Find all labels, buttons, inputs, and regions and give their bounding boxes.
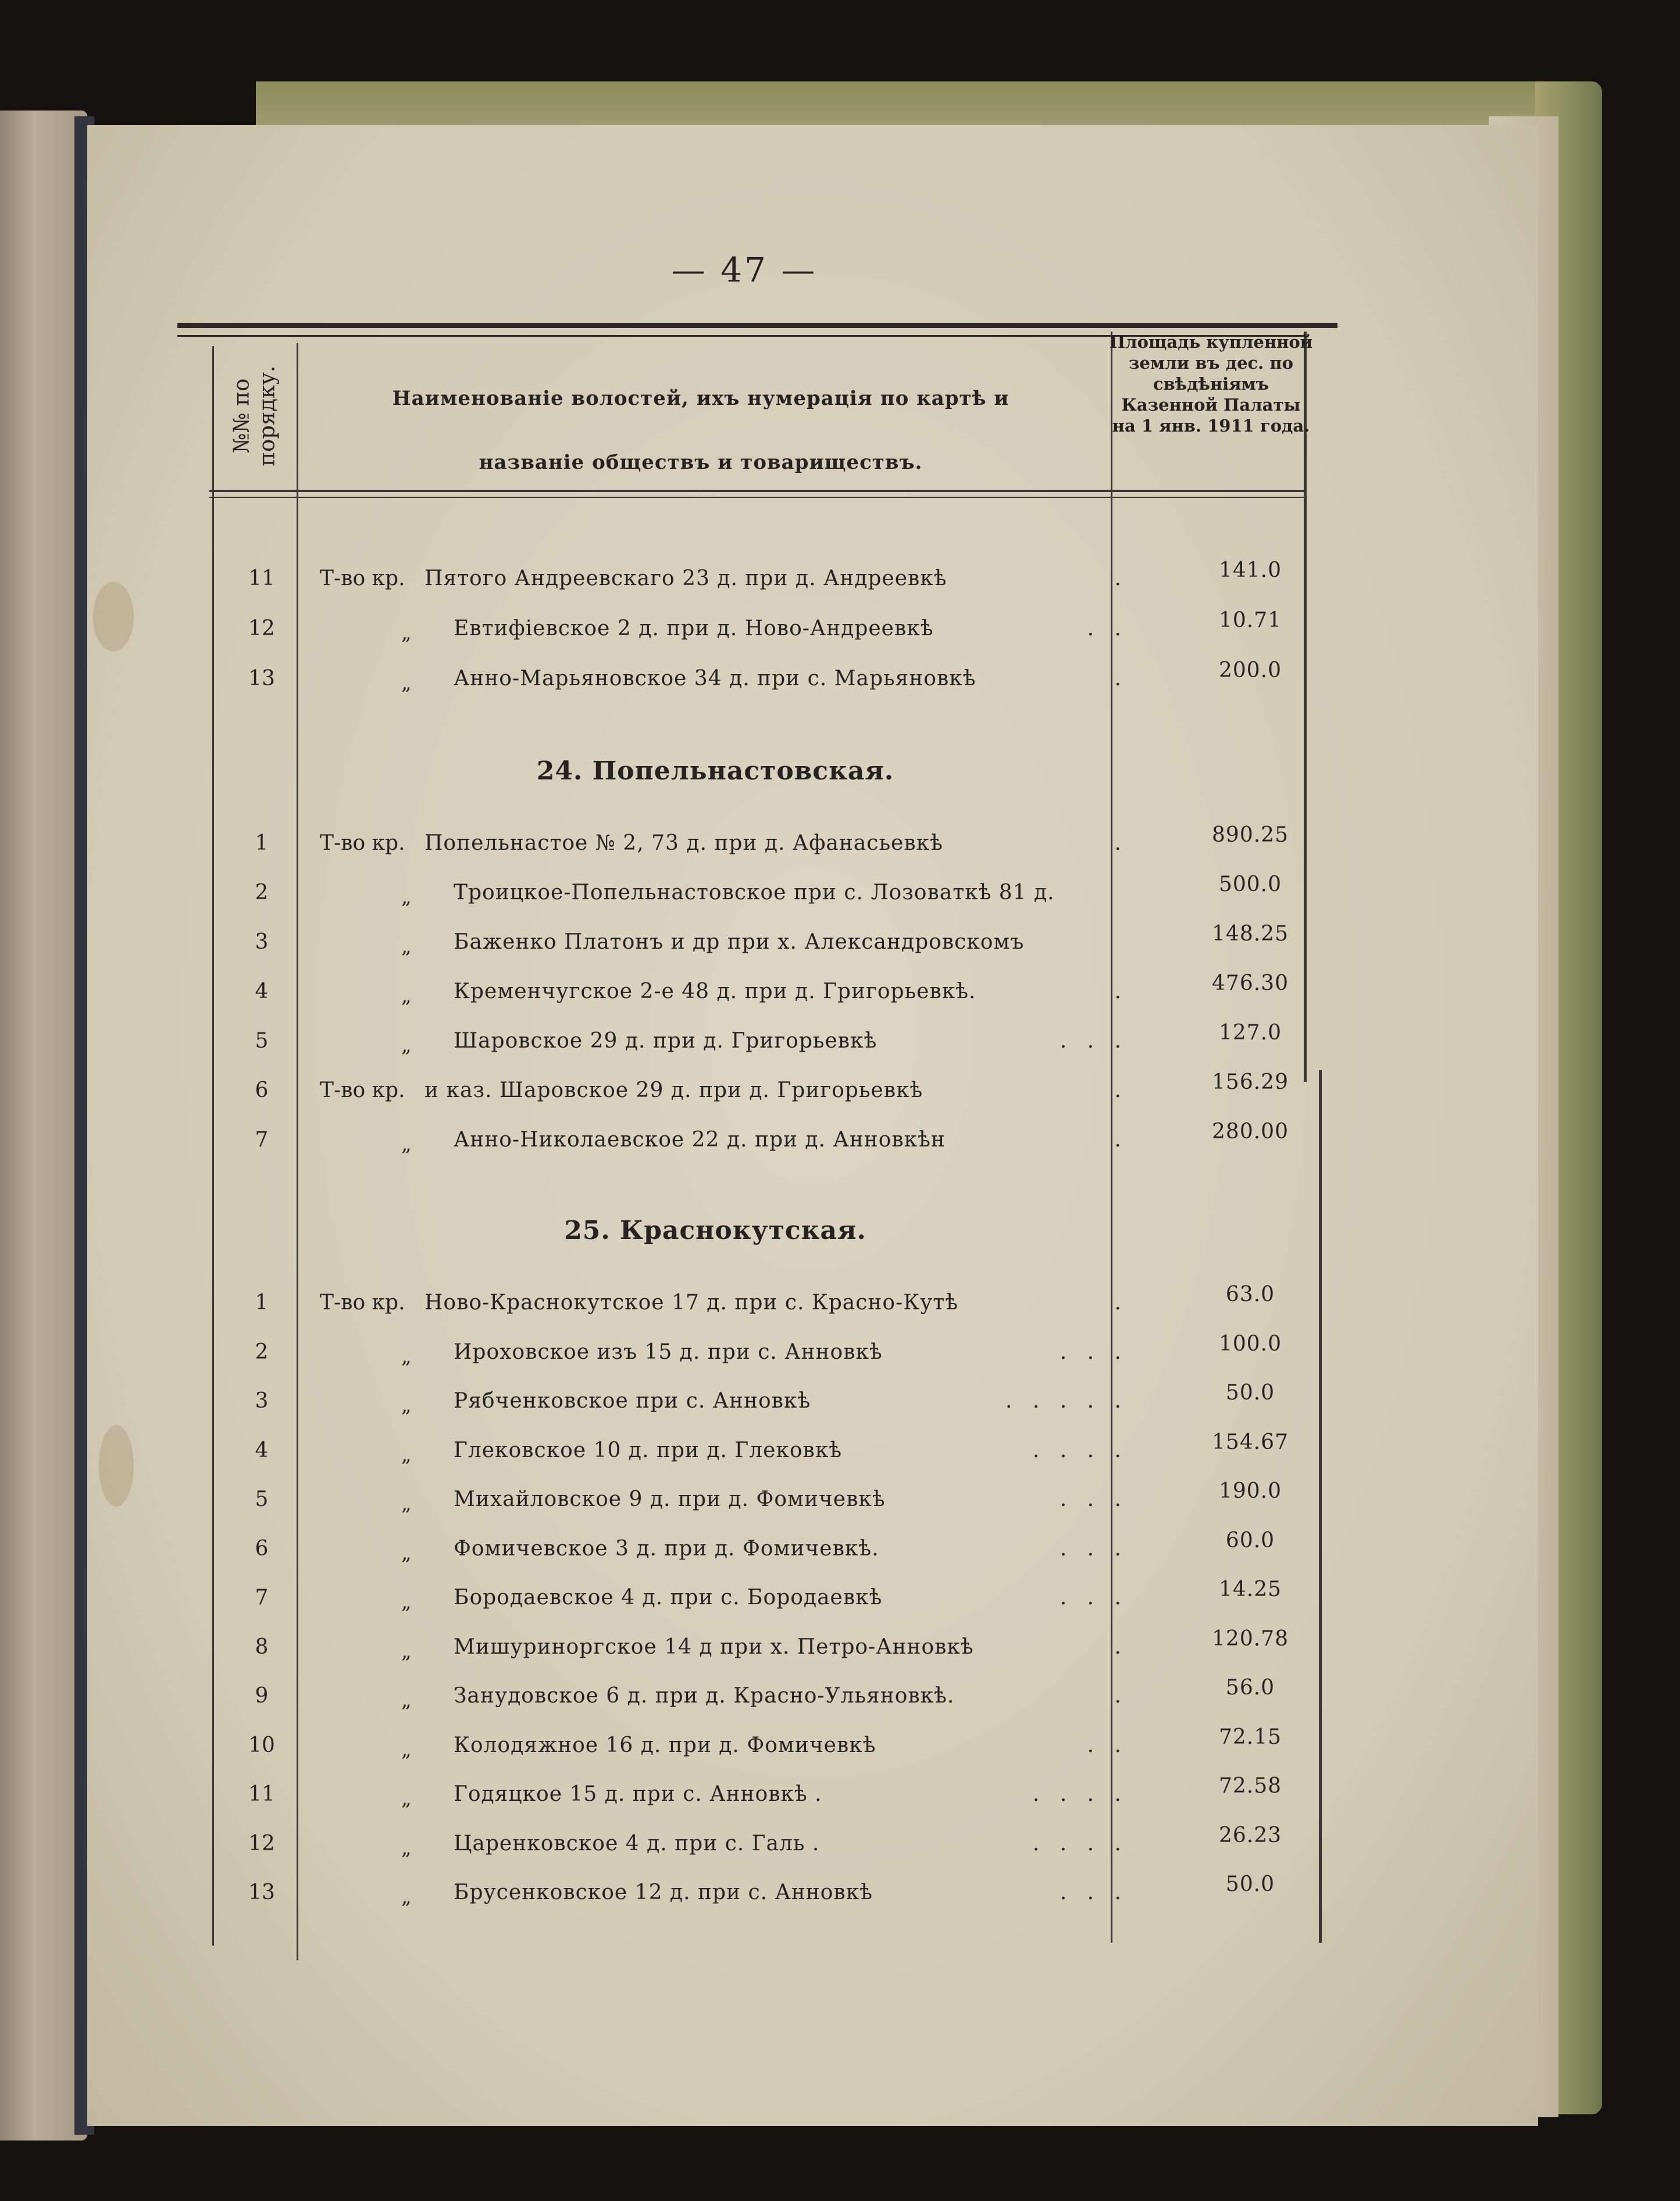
table-row: 1 Т-во кр. Попельнастое № 2, 73 д. при д. Афанасьевкѣ . 890.25 bbox=[233, 823, 1337, 864]
row-name: и каз. Шаровское 29 д. при д. Григорьевкѣ bbox=[425, 1078, 923, 1102]
row-area: 120.78 bbox=[1212, 1627, 1289, 1651]
ditto-mark: „ bbox=[401, 671, 412, 695]
row-area: 10.71 bbox=[1218, 608, 1282, 632]
row-prefix: Т-во кр. bbox=[320, 831, 405, 855]
row-name: Занудовское 6 д. при д. Красно-Ульяновкѣ. bbox=[454, 1684, 955, 1708]
row-number: 8 bbox=[255, 1635, 269, 1659]
row-name: Ново-Краснокутское 17 д. при с. Красно-Кутѣ bbox=[425, 1291, 958, 1315]
row-number: 4 bbox=[255, 980, 269, 1003]
row-area: 476.30 bbox=[1212, 971, 1289, 995]
row-name: Фомичевское 3 д. при д. Фомичевкѣ. bbox=[454, 1537, 879, 1561]
row-name: Рябченковское при с. Анновкѣ bbox=[454, 1389, 811, 1413]
row-number: 13 bbox=[248, 1881, 275, 1904]
row-number: 12 bbox=[248, 617, 275, 640]
table-row: 4 „ Глековское 10 д. при д. Глековкѣ . . . . 154.67 bbox=[233, 1430, 1337, 1471]
row-name: Брусенковское 12 д. при с. Анновкѣ bbox=[454, 1881, 873, 1904]
row-number: 3 bbox=[255, 1389, 269, 1413]
table-row: 1 Т-во кр. Ново-Краснокутское 17 д. при с. Красно-Кутѣ . 63.0 bbox=[233, 1283, 1337, 1323]
column-divider-right bbox=[1304, 332, 1307, 1082]
table-top-rule bbox=[177, 323, 1337, 328]
row-prefix: Т-во кр. bbox=[320, 1078, 405, 1102]
ditto-mark: „ bbox=[401, 1492, 412, 1515]
table-row: 10 „ Колодяжное 16 д. при д. Фомичевкѣ . . 72.15 bbox=[233, 1725, 1337, 1766]
ditto-mark: „ bbox=[401, 1345, 412, 1368]
ditto-mark: „ bbox=[401, 1689, 412, 1712]
row-area: 500.0 bbox=[1218, 872, 1282, 896]
row-name: Пятого Андреевскаго 23 д. при д. Андреевкѣ bbox=[425, 567, 947, 590]
table-row: 13 „ Брусенковское 12 д. при с. Анновкѣ . . . 50.0 bbox=[233, 1872, 1337, 1913]
row-area: 50.0 bbox=[1225, 1872, 1275, 1896]
row-number: 11 bbox=[248, 567, 275, 590]
table-row: 5 „ Шаровское 29 д. при д. Григорьевкѣ . . . 127.0 bbox=[233, 1021, 1337, 1062]
ditto-mark: „ bbox=[401, 1738, 412, 1761]
ditto-mark: „ bbox=[401, 1640, 412, 1663]
row-area: 100.0 bbox=[1218, 1332, 1282, 1356]
row-area: 154.67 bbox=[1212, 1430, 1289, 1454]
table-row: 12 „ Царенковское 4 д. при с. Галь . . . . . 26.23 bbox=[233, 1824, 1337, 1864]
row-number: 5 bbox=[255, 1029, 269, 1053]
table-row: 9 „ Занудовское 6 д. при д. Красно-Ульяновкѣ. . 56.0 bbox=[233, 1676, 1337, 1716]
row-number: 6 bbox=[255, 1078, 269, 1102]
row-name: Анно-Марьяновское 34 д. при с. Марьяновкѣ bbox=[454, 667, 976, 690]
row-area: 26.23 bbox=[1218, 1824, 1282, 1847]
row-area: 60.0 bbox=[1225, 1529, 1275, 1552]
page-number: — 47 — bbox=[671, 250, 818, 290]
row-number: 2 bbox=[255, 1340, 269, 1364]
row-number: 12 bbox=[248, 1832, 275, 1855]
row-area: 190.0 bbox=[1218, 1479, 1282, 1503]
row-name: Бородаевское 4 д. при с. Бородаевкѣ bbox=[454, 1586, 883, 1609]
ditto-mark: „ bbox=[401, 1885, 412, 1908]
table-header-rule-thin bbox=[209, 497, 1306, 498]
row-area: 890.25 bbox=[1212, 823, 1289, 847]
table-row: 13 „ Анно-Марьяновское 34 д. при с. Марьяновкѣ . 200.0 bbox=[233, 658, 1337, 699]
table-row: 6 „ Фомичевское 3 д. при д. Фомичевкѣ. . . . 60.0 bbox=[233, 1529, 1337, 1569]
ditto-mark: „ bbox=[401, 1394, 412, 1417]
row-number: 6 bbox=[255, 1537, 269, 1561]
ditto-mark: „ bbox=[401, 1836, 412, 1860]
row-number: 7 bbox=[255, 1128, 269, 1152]
row-name: Шаровское 29 д. при д. Григорьевкѣ bbox=[454, 1029, 878, 1053]
row-prefix: Т-во кр. bbox=[320, 1291, 405, 1315]
header-num-label: №№ по порядку. bbox=[229, 365, 280, 466]
table-row: 12 „ Евтифіевское 2 д. при д. Ново-Андреевкѣ . . 10.71 bbox=[233, 608, 1337, 649]
column-divider-left bbox=[212, 346, 214, 1946]
row-area: 141.0 bbox=[1218, 558, 1282, 582]
row-area: 156.29 bbox=[1212, 1070, 1289, 1094]
row-area: 127.0 bbox=[1218, 1021, 1282, 1045]
ditto-mark: „ bbox=[401, 1787, 412, 1810]
row-name: Годяцкое 15 д. при с. Анновкѣ . bbox=[454, 1782, 822, 1806]
row-name: Кременчугское 2-е 48 д. при д. Григорьевкѣ. bbox=[454, 980, 976, 1003]
row-number: 3 bbox=[255, 930, 269, 954]
row-number: 7 bbox=[255, 1586, 269, 1609]
table-row: 7 „ Анно-Николаевское 22 д. при д. Анновкѣн . 280.00 bbox=[233, 1120, 1337, 1160]
table-row: 3 „ Рябченковское при с. Анновкѣ . . . . . 50.0 bbox=[233, 1381, 1337, 1422]
ditto-mark: „ bbox=[401, 1034, 412, 1057]
section-title: 25. Краснокутская. bbox=[564, 1216, 866, 1245]
row-area: 14.25 bbox=[1218, 1577, 1282, 1601]
ditto-mark: „ bbox=[401, 935, 412, 958]
row-number: 11 bbox=[248, 1782, 275, 1806]
row-name: Михайловское 9 д. при д. Фомичевкѣ bbox=[454, 1487, 886, 1511]
ditto-mark: „ bbox=[401, 1132, 412, 1156]
header-num-column bbox=[226, 349, 284, 483]
row-name: Анно-Николаевское 22 д. при д. Анновкѣн bbox=[454, 1128, 946, 1152]
ditto-mark: „ bbox=[401, 885, 412, 909]
table-row: 4 „ Кременчугское 2-е 48 д. при д. Григорьевкѣ. . 476.30 bbox=[233, 971, 1337, 1012]
header-name-line1: Наименованіе волостей, ихъ нумерація по картѣ и bbox=[392, 387, 1010, 410]
row-name: Ироховское изъ 15 д. при с. Анновкѣ bbox=[454, 1340, 883, 1364]
row-area: 280.00 bbox=[1212, 1120, 1289, 1144]
table-row: 5 „ Михайловское 9 д. при д. Фомичевкѣ . . . 190.0 bbox=[233, 1479, 1337, 1520]
section-title: 24. Попельнастовская. bbox=[536, 756, 894, 786]
row-name: Колодяжное 16 д. при д. Фомичевкѣ bbox=[454, 1733, 876, 1757]
row-number: 4 bbox=[255, 1438, 269, 1462]
row-number: 1 bbox=[255, 831, 269, 855]
row-number: 1 bbox=[255, 1291, 269, 1315]
row-number: 13 bbox=[248, 667, 275, 690]
row-area: 148.25 bbox=[1212, 922, 1289, 946]
table-row bbox=[233, 922, 1337, 963]
header-area-column: Площадь купленной земли въ дес. по свѣдѣніямъ Казенной Палаты на 1 янв. 1911 года. bbox=[1109, 332, 1313, 436]
row-name: Царенковское 4 д. при с. Галь . bbox=[454, 1832, 820, 1855]
ditto-mark: „ bbox=[401, 1541, 412, 1565]
ditto-mark: „ bbox=[401, 984, 412, 1007]
ditto-mark: „ bbox=[401, 1590, 412, 1614]
table-row: 11 „ Годяцкое 15 д. при с. Анновкѣ . . . . . 72.58 bbox=[233, 1774, 1337, 1815]
table-row: 7 „ Бородаевское 4 д. при с. Бородаевкѣ . . . 14.25 bbox=[233, 1577, 1337, 1618]
row-area: 72.58 bbox=[1218, 1774, 1282, 1798]
table-row: 6 Т-во кр. и каз. Шаровское 29 д. при д. Григорьевкѣ . 156.29 bbox=[233, 1070, 1337, 1111]
ditto-mark: „ bbox=[401, 621, 412, 644]
header-name-line2: названіе обществъ и товариществъ. bbox=[479, 451, 923, 474]
table-row bbox=[233, 872, 1337, 913]
row-name: Троицкое-Попельнастовское при с. Лозоваткѣ 81 д. bbox=[454, 881, 1055, 904]
row-area: 50.0 bbox=[1225, 1381, 1275, 1405]
row-area: 200.0 bbox=[1218, 658, 1282, 682]
row-prefix: Т-во кр. bbox=[320, 567, 405, 590]
row-number: 9 bbox=[255, 1684, 269, 1708]
row-name: Евтифіевское 2 д. при д. Ново-Андреевкѣ bbox=[454, 617, 934, 640]
ditto-mark: „ bbox=[401, 1443, 412, 1466]
header-name-column bbox=[308, 366, 1093, 494]
row-area: 72.15 bbox=[1218, 1725, 1282, 1749]
row-number: 5 bbox=[255, 1487, 269, 1511]
row-area: 56.0 bbox=[1225, 1676, 1275, 1700]
row-number: 10 bbox=[248, 1733, 275, 1757]
row-name: Мишуриноргское 14 д при х. Петро-Анновкѣ bbox=[454, 1635, 974, 1659]
row-name: Глековское 10 д. при д. Глековкѣ bbox=[454, 1438, 843, 1462]
row-area: 63.0 bbox=[1225, 1283, 1275, 1306]
table-row: 11 Т-во кр. Пятого Андреевскаго 23 д. при д. Андреевкѣ . 141.0 bbox=[233, 558, 1337, 599]
row-name: Баженко Платонъ и др при х. Александровскомъ bbox=[454, 930, 1025, 954]
row-name: Попельнастое № 2, 73 д. при д. Афанасьевкѣ bbox=[425, 831, 943, 855]
table-row: 2 „ Ироховское изъ 15 д. при с. Анновкѣ . . . 100.0 bbox=[233, 1332, 1337, 1373]
row-number: 2 bbox=[255, 881, 269, 904]
table-row: 8 „ Мишуриноргское 14 д при х. Петро-Анновкѣ . 120.78 bbox=[233, 1627, 1337, 1668]
